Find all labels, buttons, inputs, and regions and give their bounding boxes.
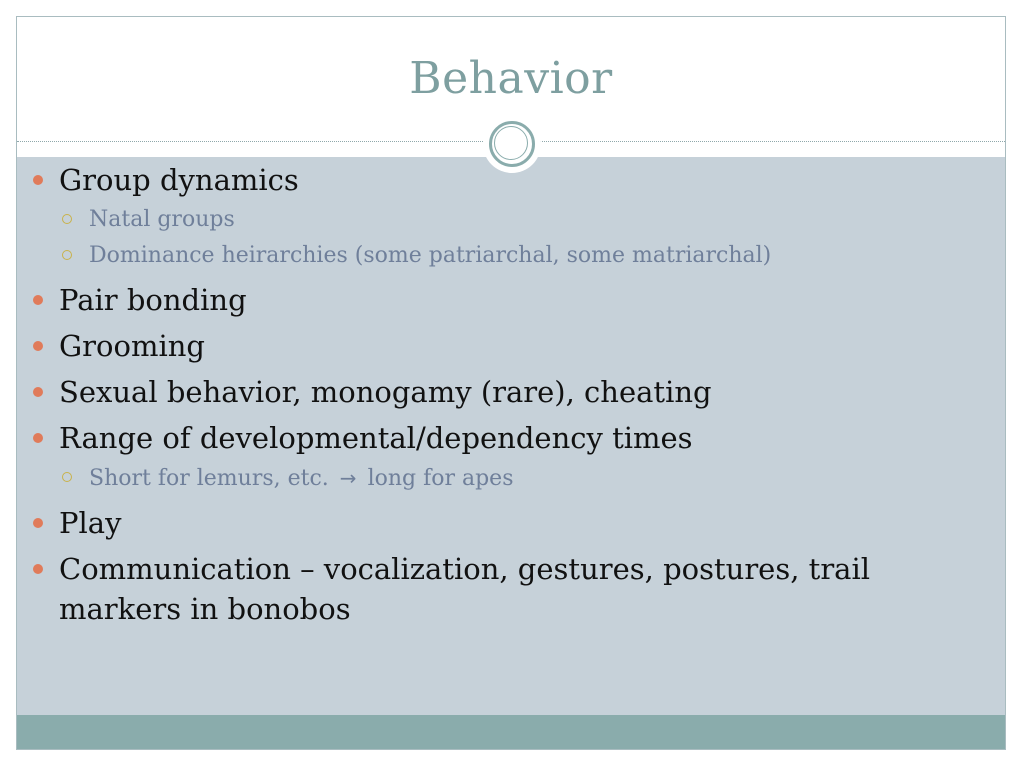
bullet-text: Group dynamics [59, 163, 299, 197]
bullet-text: Communication – vocalization, gestures, postures, trail markers in bonobos [59, 552, 871, 626]
filled-circle-bullet-icon [33, 341, 43, 351]
bullet-item-pair-bonding [30, 280, 970, 320]
sub-bullet-text: Dominance heirarchies (some patriarchal, some matriarchal) [89, 243, 772, 268]
filled-circle-bullet-icon [33, 433, 43, 443]
bullet-text: Grooming [59, 329, 205, 363]
sub-bullet-list [59, 202, 970, 274]
slide-title: Behavior [409, 53, 613, 104]
filled-circle-bullet-icon [33, 295, 43, 305]
sub-bullet-item-dominance [59, 238, 970, 274]
sub-bullet-text-after: long for apes [367, 466, 514, 491]
sub-bullet-item-lemurs-apes [59, 460, 970, 497]
bullet-item-play [30, 503, 970, 543]
hollow-circle-bullet-icon [62, 250, 72, 260]
bullet-item-sexual-behavior [30, 372, 970, 412]
bullet-list [30, 160, 970, 629]
bullet-item-communication [30, 549, 970, 629]
hollow-circle-bullet-icon [62, 472, 72, 482]
hollow-circle-bullet-icon [62, 214, 72, 224]
sub-bullet-text: Natal groups [89, 207, 235, 232]
bullet-item-group-dynamics [30, 160, 970, 274]
filled-circle-bullet-icon [33, 518, 43, 528]
bullet-item-range-of-times [30, 418, 970, 497]
bullet-text: Range of developmental/dependency times [59, 421, 693, 455]
sub-bullet-list [59, 460, 970, 497]
sub-bullet-item-natal-groups [59, 202, 970, 238]
right-arrow-icon: → [339, 466, 357, 490]
bullet-text: Pair bonding [59, 283, 247, 317]
bullet-text: Sexual behavior, monogamy (rare), cheating [59, 375, 712, 409]
sub-bullet-text-before: Short for lemurs, etc. [89, 466, 329, 491]
bullet-item-grooming [30, 326, 970, 366]
filled-circle-bullet-icon [33, 175, 43, 185]
bullet-text: Play [59, 506, 122, 540]
footer-bar [17, 715, 1005, 750]
filled-circle-bullet-icon [33, 564, 43, 574]
filled-circle-bullet-icon [33, 387, 43, 397]
